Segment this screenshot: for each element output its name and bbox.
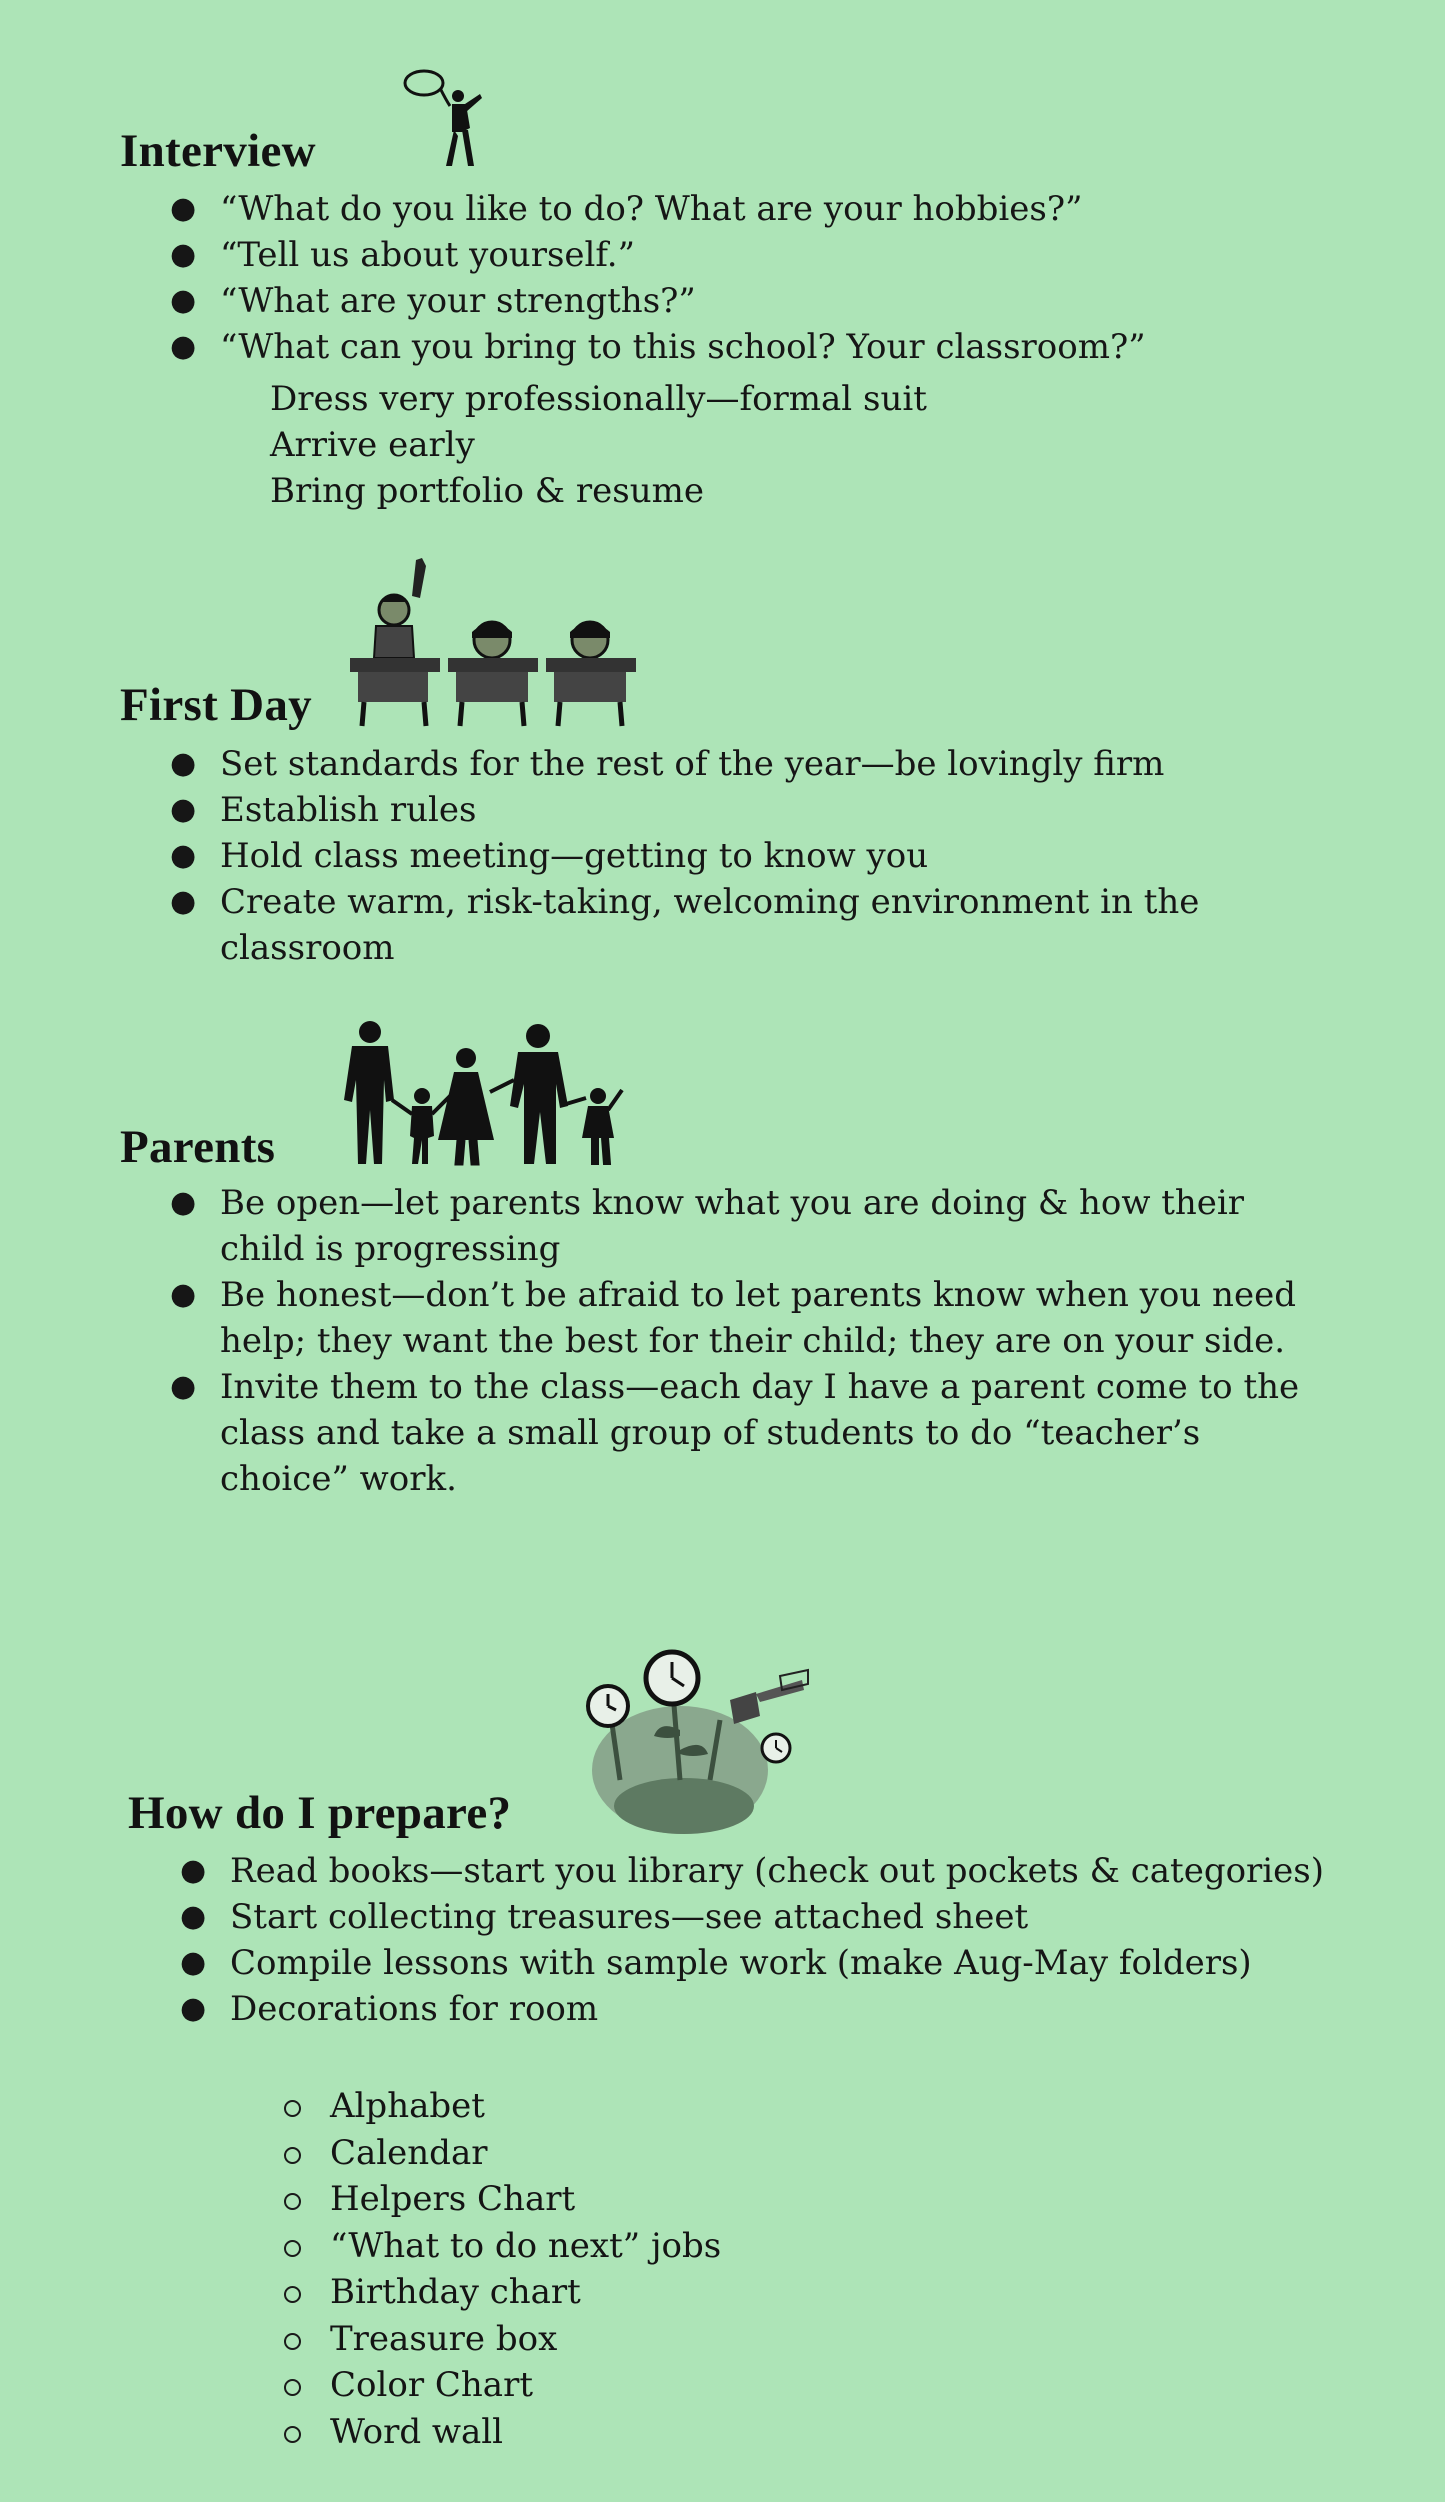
list-item: Color Chart — [330, 2362, 1230, 2409]
circle-bullet-icon — [284, 2240, 301, 2257]
list-item: “What to do next” jobs — [330, 2223, 1230, 2270]
circle-bullet-icon — [284, 2100, 301, 2117]
first-day-heading: First Day — [120, 679, 312, 731]
bullet-icon: ● — [180, 1899, 207, 1934]
list-item: Alphabet — [330, 2083, 1230, 2130]
bullet-icon: ● — [170, 191, 197, 226]
bullet-icon: ● — [170, 237, 197, 272]
list-item: Bring portfolio & resume — [270, 471, 704, 511]
bullet-icon: ● — [170, 838, 197, 873]
list-item: ● “What are your strengths?” — [220, 278, 1370, 324]
interview-tips-list — [270, 376, 1370, 514]
bullet-icon: ● — [170, 283, 197, 318]
bullet-icon: ● — [170, 884, 197, 919]
list-item: ● Set standards for the rest of the year—be lovingly firm — [220, 741, 1280, 787]
list-item: ● Read books—start you library (check out pockets & categories) — [230, 1848, 1410, 1894]
list-item: ● Establish rules — [220, 787, 1280, 833]
circle-bullet-icon — [284, 2193, 301, 2210]
circle-bullet-icon — [284, 2286, 301, 2303]
prepare-list — [180, 1848, 1410, 2032]
interview-heading: Interview — [120, 125, 316, 177]
first-day-list — [170, 741, 1280, 971]
students-at-desks-icon — [348, 558, 638, 728]
lasso-cowboy-icon — [400, 66, 490, 174]
list-item: ● Create warm, risk-taking, welcoming environment in the classroom — [220, 879, 1280, 971]
list-item: ● Invite them to the class—each day I have a parent come to the class and take a small group of students to do “teacher’s choice” work. — [220, 1364, 1320, 1502]
decorations-list — [330, 2083, 1230, 2455]
list-item: Calendar — [330, 2130, 1230, 2177]
circle-bullet-icon — [284, 2333, 301, 2350]
list-item: ● Be honest—don’t be afraid to let parents know when you need help; they want the best for their child; they are on your side. — [220, 1272, 1320, 1364]
list-item: Dress very professionally—formal suit — [270, 379, 927, 419]
bullet-icon: ● — [170, 746, 197, 781]
list-item: Word wall — [330, 2409, 1230, 2456]
circle-bullet-icon — [284, 2147, 301, 2164]
list-item: ● Be open—let parents know what you are doing & how their child is progressing — [220, 1180, 1320, 1272]
interview-question-list — [170, 186, 1370, 370]
bullet-icon: ● — [170, 329, 197, 364]
clock-flowers-icon — [580, 1640, 810, 1840]
family-holding-hands-icon — [330, 1020, 630, 1166]
list-item: ● “What can you bring to this school? Your classroom?” — [220, 324, 1370, 370]
bullet-icon: ● — [180, 1853, 207, 1888]
bullet-icon: ● — [170, 1277, 197, 1312]
bullet-icon: ● — [180, 1991, 207, 2026]
bullet-icon: ● — [170, 1185, 197, 1220]
list-item: Arrive early — [270, 425, 475, 465]
bullet-icon: ● — [170, 792, 197, 827]
list-item: ● “Tell us about yourself.” — [220, 232, 1370, 278]
list-item: Helpers Chart — [330, 2176, 1230, 2223]
prepare-heading: How do I prepare? — [128, 1787, 512, 1839]
bullet-icon: ● — [180, 1945, 207, 1980]
bullet-icon: ● — [170, 1369, 197, 1404]
circle-bullet-icon — [284, 2426, 301, 2443]
list-item: ● Start collecting treasures—see attached sheet — [230, 1894, 1410, 1940]
list-item: ● Hold class meeting—getting to know you — [220, 833, 1280, 879]
list-item: ● “What do you like to do? What are your hobbies?” — [220, 186, 1370, 232]
list-item: ● Compile lessons with sample work (make Aug-May folders) — [230, 1940, 1410, 1986]
circle-bullet-icon — [284, 2379, 301, 2396]
list-item: ● Decorations for room — [230, 1986, 1410, 2032]
list-item: Treasure box — [330, 2316, 1230, 2363]
parents-list — [170, 1180, 1320, 1502]
parents-heading: Parents — [120, 1121, 276, 1173]
list-item: Birthday chart — [330, 2269, 1230, 2316]
